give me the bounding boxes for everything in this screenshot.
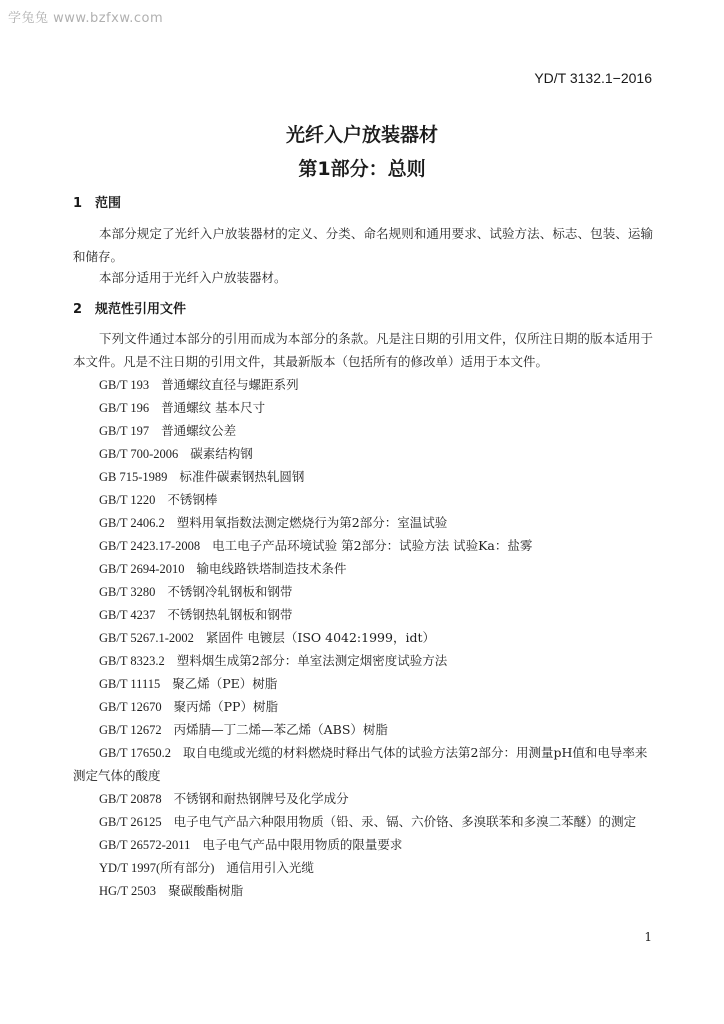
reference-title: 普通螺纹直径与螺距系列 [161, 377, 299, 392]
paragraph: 本部分规定了光纤入户放装器材的定义、分类、命名规则和通用要求、试验方法、标志、包装、运输和储存。 [73, 226, 653, 264]
reference-code: YD/T 1997(所有部分) [99, 861, 215, 875]
reference-item [99, 833, 654, 857]
reference-code: GB/T 26125 [99, 815, 162, 829]
paragraph: 下列文件通过本部分的引用而成为本部分的条款。凡是注日期的引用文件，仅所注日期的版本适用于本文件。凡是不注日期的引用文件，其最新版本（包括所有的修改单）适用于本文件。 [73, 331, 653, 369]
reference-title: 不锈钢热轧钢板和钢带 [167, 607, 293, 622]
reference-title: 输电线路铁塔制造技术条件 [196, 561, 347, 576]
reference-item [99, 787, 654, 811]
reference-title: 普通螺纹公差 [161, 423, 237, 438]
reference-item [99, 810, 654, 834]
reference-title: 电子电气产品中限用物质的限量要求 [202, 837, 403, 852]
reference-code: GB 715-1989 [99, 470, 168, 484]
page-number: 1 [644, 930, 652, 944]
reference-item [99, 442, 654, 466]
reference-code: GB/T 2694-2010 [99, 562, 185, 576]
reference-title: 丙烯腈—丁二烯—苯乙烯（ABS）树脂 [173, 722, 388, 737]
reference-title: 紧固件 电镀层（ISO 4042:1999，idt） [205, 630, 435, 645]
reference-code: GB/T 17650.2 [99, 746, 171, 760]
reference-code: GB/T 3280 [99, 585, 156, 599]
reference-item [99, 534, 654, 558]
reference-item [99, 649, 654, 673]
paragraph: 本部分适用于光纤入户放装器材。 [99, 270, 287, 285]
reference-title: 聚碳酸酯树脂 [168, 883, 244, 898]
reference-title: 电工电子产品环境试验 第2部分：试验方法 试验Ka：盐雾 [212, 538, 533, 553]
reference-code: GB/T 8323.2 [99, 654, 165, 668]
reference-code: GB/T 11115 [99, 677, 161, 691]
reference-item [99, 695, 654, 719]
reference-code: GB/T 20878 [99, 792, 162, 806]
reference-item [99, 718, 654, 742]
reference-item [99, 511, 654, 535]
reference-title: 不锈钢和耐热钢牌号及化学成分 [173, 791, 349, 806]
watermark: 学兔兔 www.bzfxw.com [8, 11, 164, 26]
reference-title: 塑料烟生成第2部分：单室法测定烟密度试验方法 [176, 653, 448, 668]
reference-code: GB/T 193 [99, 378, 150, 392]
reference-code: GB/T 700-2006 [99, 447, 179, 461]
reference-item [99, 580, 654, 604]
reference-item [99, 672, 654, 696]
reference-item [99, 603, 654, 627]
section-heading-scope [73, 192, 121, 211]
reference-item [99, 557, 654, 581]
reference-title: 取自电缆或光缆的材料燃烧时释出气体的试验方法第2部分：用测量pH值和电导率来 [183, 745, 648, 760]
document-title: 光纤入户放装器材 [285, 124, 438, 146]
reference-item [99, 419, 654, 443]
section-number: 2 [73, 302, 83, 317]
reference-item [99, 396, 654, 420]
reference-title: 碳素结构钢 [190, 446, 253, 461]
reference-title: 电子电气产品六种限用物质（铅、汞、镉、六价铬、多溴联苯和多溴二苯醚）的测定 [173, 814, 637, 829]
section-title: 规范性引用文件 [95, 302, 187, 317]
reference-item [99, 741, 654, 765]
reference-code: GB/T 26572-2011 [99, 838, 191, 852]
reference-title: 普通螺纹 基本尺寸 [161, 400, 266, 415]
reference-title: 聚乙烯（PE）树脂 [172, 676, 278, 691]
reference-code: HG/T 2503 [99, 884, 157, 898]
reference-code: GB/T 2406.2 [99, 516, 165, 530]
reference-item [99, 488, 654, 512]
reference-title: 不锈钢棒 [167, 492, 218, 507]
reference-title: 聚丙烯（PP）树脂 [173, 699, 278, 714]
reference-code: GB/T 196 [99, 401, 150, 415]
reference-code: GB/T 4237 [99, 608, 156, 622]
reference-code: GB/T 12670 [99, 700, 162, 714]
reference-code: GB/T 5267.1-2002 [99, 631, 194, 645]
reference-code: GB/T 2423.17-2008 [99, 539, 201, 553]
reference-title: 塑料用氧指数法测定燃烧行为第2部分：室温试验 [176, 515, 448, 530]
reference-item [99, 373, 654, 397]
reference-title: 通信用引入光缆 [226, 860, 314, 875]
reference-title: 不锈钢冷轧钢板和钢带 [167, 584, 293, 599]
reference-title-continuation: 测定气体的酸度 [73, 768, 161, 783]
reference-code: GB/T 1220 [99, 493, 156, 507]
reference-item [99, 879, 654, 903]
reference-code: GB/T 12672 [99, 723, 162, 737]
standard-number: YD/T 3132.1−2016 [534, 70, 652, 86]
reference-item [99, 626, 654, 650]
reference-item [99, 465, 654, 489]
section-heading-normative-references [73, 298, 186, 317]
reference-code: GB/T 197 [99, 424, 150, 438]
reference-item [99, 856, 654, 880]
section-number: 1 [73, 196, 83, 211]
section-title: 范围 [95, 196, 122, 211]
document-subtitle: 第1部分：总则 [298, 158, 426, 180]
reference-title: 标准件碳素钢热轧圆钢 [179, 469, 305, 484]
